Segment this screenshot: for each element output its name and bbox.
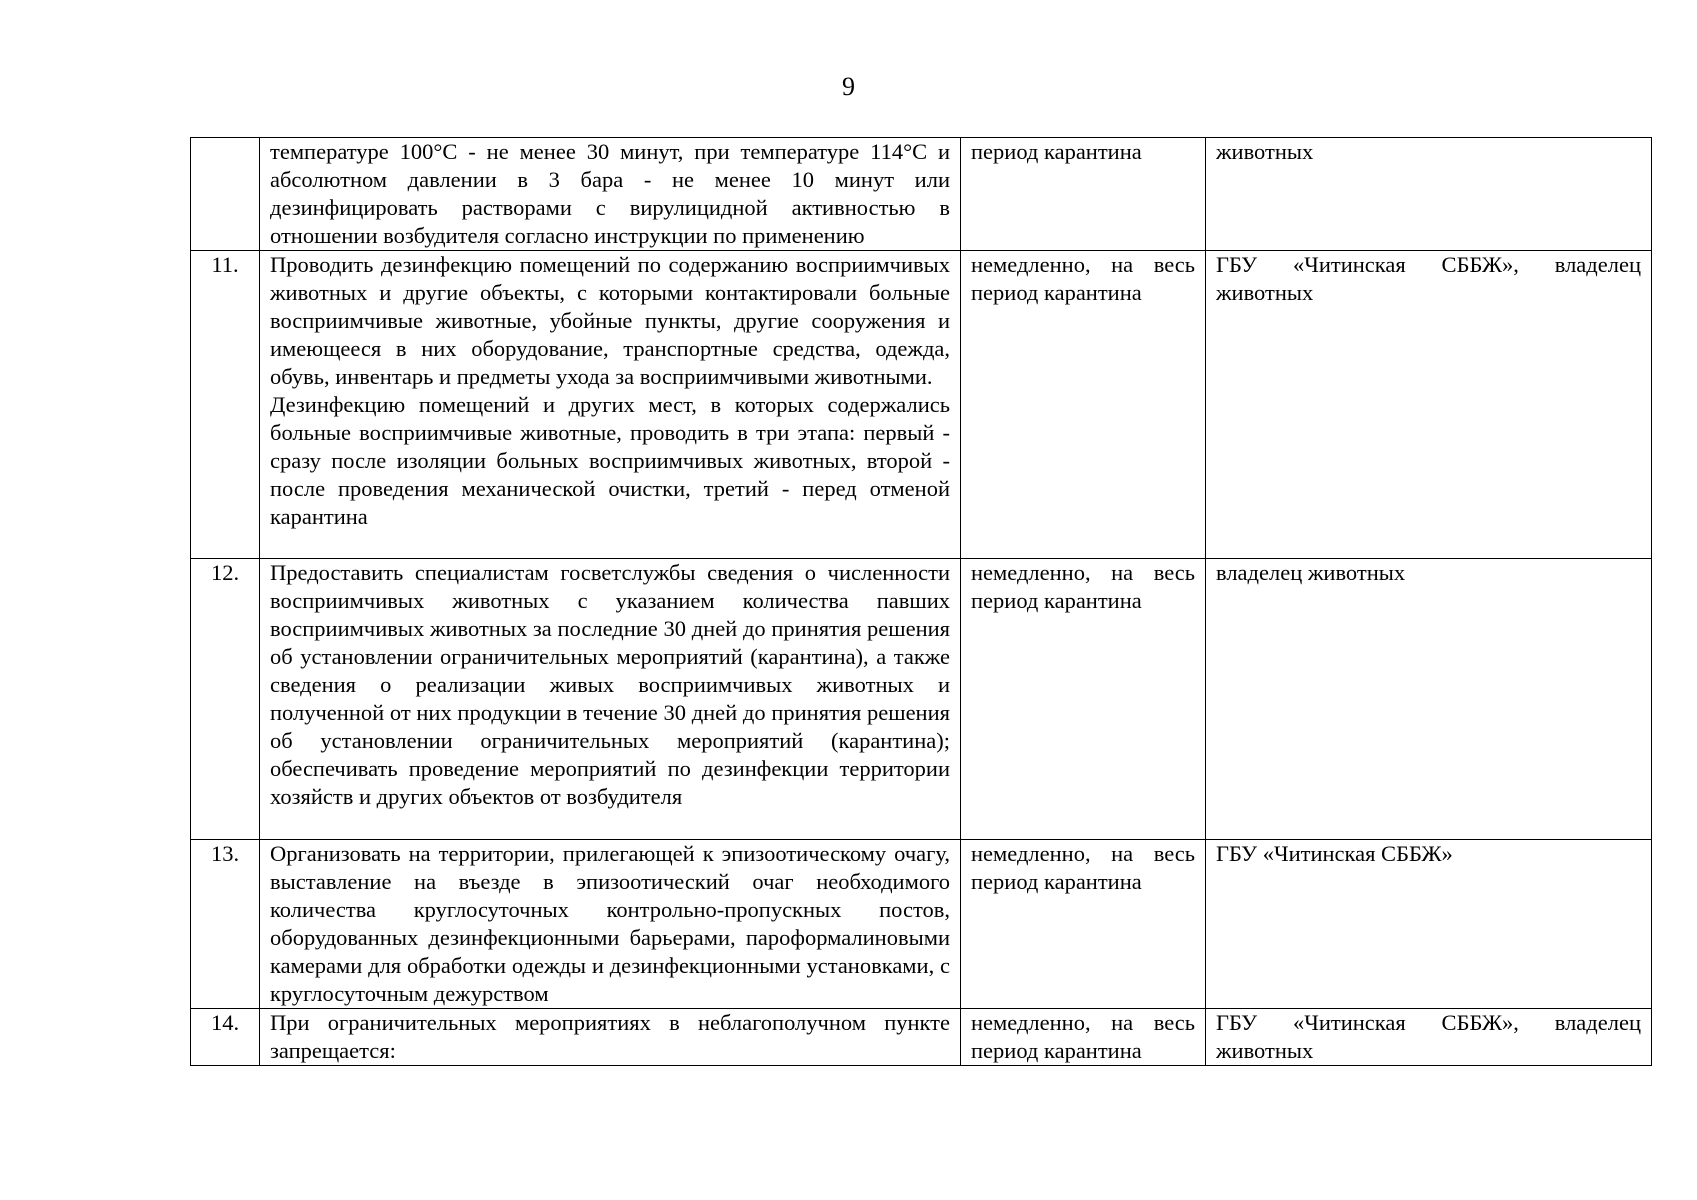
table-row (191, 840, 1652, 1009)
responsible-cell: владелец животных (1206, 559, 1652, 840)
measures-table (190, 137, 1652, 1066)
measure-text (260, 251, 961, 559)
responsible-cell: ГБУ «Читинская СББЖ» (1206, 840, 1652, 1009)
row-number: 13. (191, 840, 260, 1009)
row-number: 12. (191, 559, 260, 840)
row-number: 14. (191, 1009, 260, 1066)
term-cell: период карантина (961, 138, 1206, 251)
measure-text (260, 840, 961, 1009)
table-row (191, 138, 1652, 251)
measure-text (260, 559, 961, 840)
responsible-cell: животных (1206, 138, 1652, 251)
term-cell: немедленно, на весь период карантина (961, 1009, 1206, 1066)
measure-paragraph: Проводить дезинфекцию помещений по содержанию восприимчивых животных и другие объекты, с которыми контактировали больные восприимчивые животные, убойные пункты, другие сооружения и имеющееся в них оборудование, транспортные средства, одежда, обувь, инвентарь и предметы ухода за восприимчивыми животными. (270, 252, 950, 389)
measure-paragraph: температуре 100°С - не менее 30 минут, при температуре 114°С и абсолютном давлении в 3 бара - не менее 10 минут или дезинфицировать растворами с вирулицидной активностью в отношении возбудителя согласно инструкции по применению (270, 139, 950, 248)
page-number: 9 (842, 72, 855, 101)
measure-text (260, 138, 961, 251)
term-cell: немедленно, на весь период карантина (961, 559, 1206, 840)
row-number: 11. (191, 251, 260, 559)
measure-paragraph: Дезинфекцию помещений и других мест, в которых содержались больные восприимчивые животные, проводить в три этапа: первый - сразу после изоляции больных восприимчивых животных, второй - после проведения механической очистки, третий - перед отменой карантина (270, 392, 950, 529)
row-number (191, 138, 260, 251)
measure-paragraph: Предоставить специалистам госветслужбы сведения о численности восприимчивых животных с указанием количества павших восприимчивых животных за последние 30 дней до принятия решения об установлении ограничительных мероприятий (карантина), а также сведения о реализации живых восприимчивых животных и полученной от них продукции в течение 30 дней до принятия решения об установлении ограничительных мероприятий (карантина); обеспечивать проведение мероприятий по дезинфекции территории хозяйств и других объектов от возбудителя (270, 560, 950, 809)
responsible-cell: ГБУ «Читинская СББЖ», владелец животных (1206, 1009, 1652, 1066)
term-cell: немедленно, на весь период карантина (961, 840, 1206, 1009)
measure-paragraph: Организовать на территории, прилегающей к эпизоотическому очагу, выставление на въезде в эпизоотический очаг необходимого количества круглосуточных контрольно-пропускных постов, оборудованных дезинфекционными барьерами, пароформалиновыми камерами для обработки одежды и дезинфекционными установками, с круглосуточным дежурством (270, 841, 950, 1006)
responsible-cell: ГБУ «Читинская СББЖ», владелец животных (1206, 251, 1652, 559)
measure-paragraph: При ограничительных мероприятиях в неблагополучном пункте запрещается: (270, 1010, 950, 1063)
term-cell: немедленно, на весь период карантина (961, 251, 1206, 559)
table-row (191, 559, 1652, 840)
table-row (191, 251, 1652, 559)
table-row (191, 1009, 1652, 1066)
measure-text (260, 1009, 961, 1066)
